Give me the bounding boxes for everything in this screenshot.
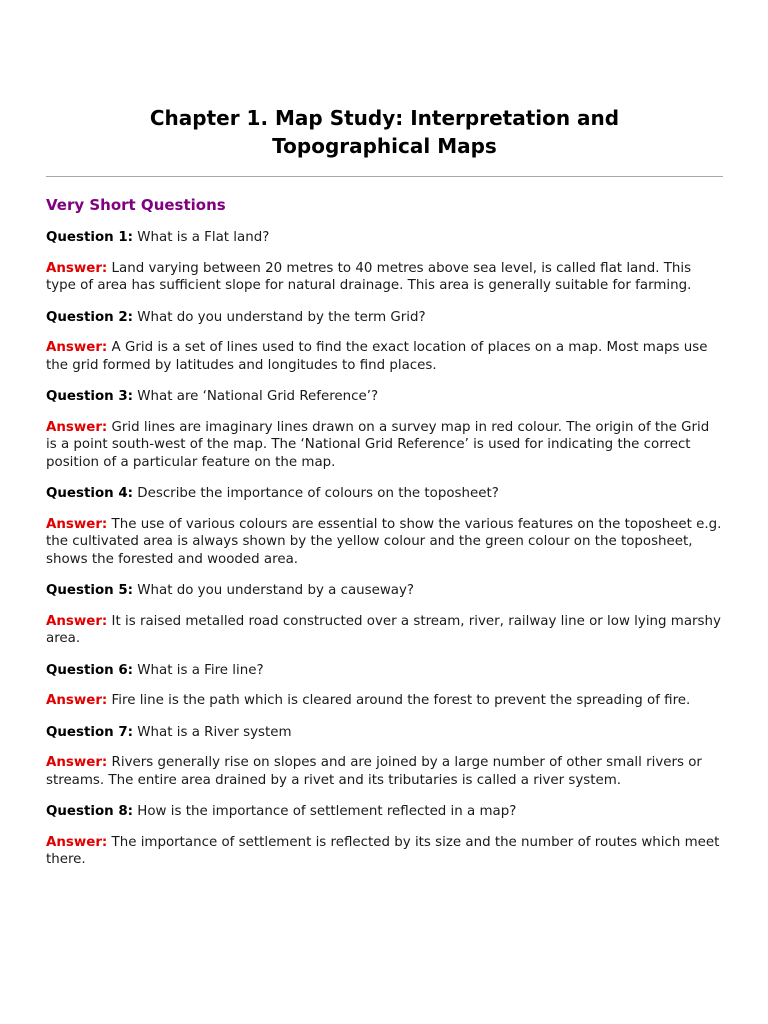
answer-label: Answer: <box>46 340 108 355</box>
answer-4 <box>46 516 723 569</box>
answer-1 <box>46 260 723 295</box>
question-2 <box>46 309 723 327</box>
question-label: Question 3: <box>46 389 134 404</box>
question-1 <box>46 229 723 247</box>
question-label: Question 4: <box>46 486 134 501</box>
question-8 <box>46 803 723 821</box>
answer-label: Answer: <box>46 834 108 850</box>
answer-label: Answer: <box>46 755 108 770</box>
question-text: What is a Flat land? <box>137 230 270 245</box>
question-text: How is the importance of settlement reflected in a map? <box>137 804 517 819</box>
page-title-line-2: Topographical Maps <box>272 134 497 158</box>
question-3 <box>46 388 723 406</box>
answer-text: Rivers generally rise on slopes and are joined by a large number of other small rivers or streams. The entire area drained by a rivet and its tributaries is called a river system. <box>46 755 702 788</box>
question-5 <box>46 582 723 600</box>
page-title <box>46 104 723 160</box>
document-page <box>46 104 723 869</box>
question-7 <box>46 724 723 742</box>
answer-label: Answer: <box>46 516 108 532</box>
answer-3 <box>46 419 723 472</box>
question-text: What are ‘National Grid Reference’? <box>137 389 379 404</box>
question-text: What is a River system <box>137 724 292 740</box>
qa-list <box>46 229 723 869</box>
answer-label: Answer: <box>46 613 108 629</box>
answer-text: Grid lines are imaginary lines drawn on a survey map in red colour. The origin of the Grid is a point south-west of the map. The ‘National Grid Reference’ is used for indicating the correct position of a particular feature on the map. <box>46 419 710 470</box>
answer-8 <box>46 834 723 869</box>
question-label: Question 5: <box>46 583 134 598</box>
answer-text: The importance of settlement is reflected by its size and the number of routes which meet there. <box>46 834 720 867</box>
question-text: What do you understand by a causeway? <box>137 583 415 598</box>
answer-5 <box>46 613 723 648</box>
horizontal-rule-divider <box>46 176 723 177</box>
question-label: Question 8: <box>46 804 134 819</box>
question-6 <box>46 662 723 680</box>
answer-label: Answer: <box>46 419 108 435</box>
question-text: What is a Fire line? <box>137 662 264 678</box>
answer-2 <box>46 339 723 374</box>
question-label: Question 2: <box>46 309 134 325</box>
answer-text: A Grid is a set of lines used to find the exact location of places on a map. Most maps use the grid formed by latitudes and longitudes to find places. <box>46 340 708 373</box>
answer-text: Fire line is the path which is cleared around the forest to prevent the spreading of fire. <box>111 693 691 708</box>
question-text: What do you understand by the term Grid? <box>137 309 426 325</box>
question-label: Question 1: <box>46 230 134 245</box>
question-4 <box>46 485 723 503</box>
section-heading: Very Short Questions <box>46 196 226 214</box>
question-label: Question 7: <box>46 724 134 740</box>
answer-label: Answer: <box>46 260 108 276</box>
question-text: Describe the importance of colours on the toposheet? <box>137 486 499 501</box>
answer-7 <box>46 754 723 789</box>
answer-text: Land varying between 20 metres to 40 metres above sea level, is called flat land. This type of area has sufficient slope for natural drainage. This area is generally suitable for farming. <box>46 260 692 293</box>
answer-text: It is raised metalled road constructed over a stream, river, railway line or low lying marshy area. <box>46 613 721 646</box>
page-title-line-1: Chapter 1. Map Study: Interpretation and <box>149 106 620 130</box>
answer-text: The use of various colours are essential to show the various features on the toposheet e.g. the cultivated area is always shown by the yellow colour and the green colour on the toposheet, shows the forested and wooded area. <box>46 516 722 567</box>
answer-6 <box>46 692 723 710</box>
answer-label: Answer: <box>46 693 108 708</box>
question-label: Question 6: <box>46 662 134 678</box>
